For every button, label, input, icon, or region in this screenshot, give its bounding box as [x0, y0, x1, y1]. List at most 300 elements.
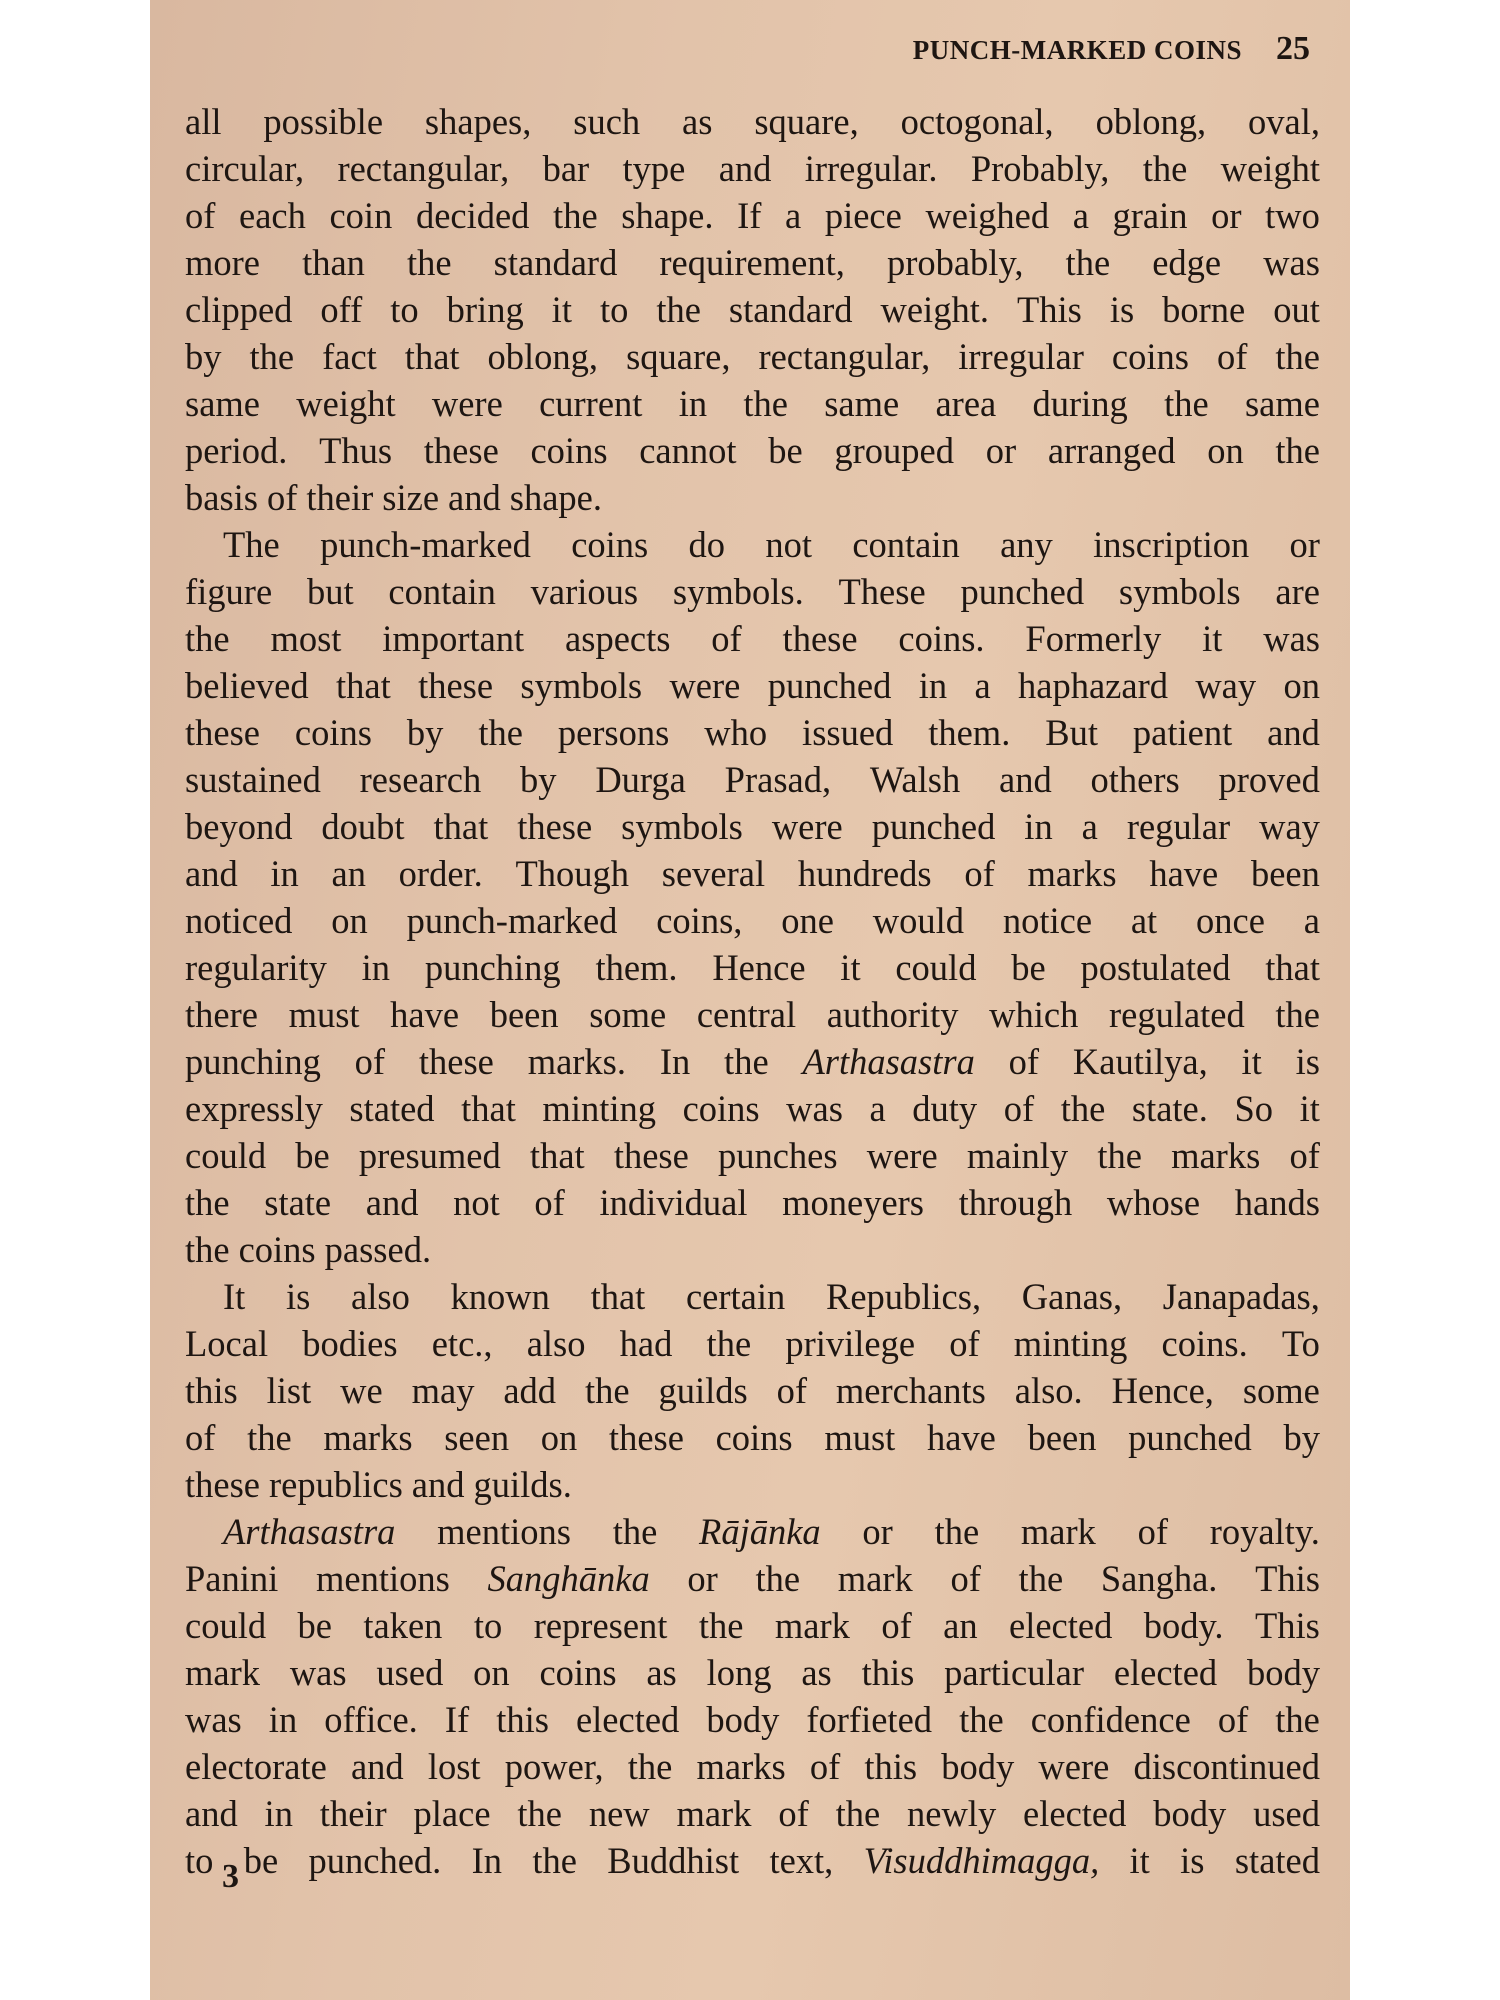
word: newly: [907, 1793, 997, 1834]
word: of: [711, 618, 742, 659]
word: the: [407, 242, 452, 283]
word: shape.: [509, 477, 602, 518]
word: punched: [767, 665, 892, 706]
word: are: [1275, 571, 1320, 612]
word: this: [864, 1746, 918, 1787]
word: Buddhist: [607, 1840, 740, 1881]
word: shape.: [621, 195, 714, 236]
word: probably,: [886, 242, 1024, 283]
text-line: [185, 615, 1320, 662]
word: the: [755, 1558, 801, 1599]
word: several: [661, 853, 766, 894]
word: coin: [329, 195, 393, 236]
word: or: [1289, 524, 1320, 565]
word: body.: [1143, 1605, 1224, 1646]
word: all: [185, 101, 222, 142]
word: were: [866, 1135, 938, 1176]
word: on: [540, 1417, 578, 1458]
word: figure: [185, 571, 273, 612]
word: rectangular,: [337, 148, 510, 189]
word: that: [461, 1088, 516, 1129]
word: and: [411, 1464, 465, 1505]
word: these: [418, 665, 494, 706]
word: central: [696, 994, 797, 1035]
word: list: [266, 1370, 312, 1411]
word: such: [573, 101, 641, 142]
word: marks: [1027, 853, 1117, 894]
word: edge: [1152, 242, 1222, 283]
word: or: [1211, 195, 1242, 236]
word: on: [1207, 430, 1244, 471]
word: individual: [599, 1182, 748, 1223]
word: beyond: [185, 806, 293, 847]
word: a: [974, 665, 991, 706]
word: bring: [446, 289, 524, 330]
word: oval,: [1248, 101, 1320, 142]
word: oblong,: [1095, 101, 1207, 142]
word: or: [687, 1558, 718, 1599]
word: minting: [1013, 1323, 1128, 1364]
word: Rājānka: [699, 1511, 821, 1552]
word: punching: [185, 1041, 321, 1082]
word: and: [999, 759, 1052, 800]
word: seen: [444, 1417, 510, 1458]
word: This: [1016, 289, 1082, 330]
word: must: [824, 1417, 896, 1458]
word: could: [185, 1605, 267, 1646]
word: decided: [415, 195, 530, 236]
word: irregular.: [804, 148, 938, 189]
text-line: [185, 1461, 1320, 1508]
word: mark: [676, 1793, 752, 1834]
word: a: [1072, 195, 1089, 236]
text-line: [185, 1414, 1320, 1461]
word: Republics,: [825, 1276, 982, 1317]
word: also: [351, 1276, 410, 1317]
word: passed.: [324, 1229, 432, 1270]
word: of: [881, 1605, 912, 1646]
text-line: [185, 1320, 1320, 1367]
word: the: [706, 1323, 752, 1364]
word: regular: [1126, 806, 1231, 847]
word: The: [223, 524, 280, 565]
word: the: [1018, 1558, 1064, 1599]
word: it: [1241, 1041, 1262, 1082]
text-line: [185, 286, 1320, 333]
word: on: [1283, 665, 1320, 706]
word: not: [765, 524, 813, 565]
word: in: [1024, 806, 1053, 847]
word: Probably,: [970, 148, 1110, 189]
word: Hence,: [1111, 1370, 1214, 1411]
text-line: [185, 1837, 1320, 1884]
word: the: [1275, 994, 1320, 1035]
word: it: [1129, 1840, 1150, 1881]
word: stated: [349, 1088, 435, 1129]
word: as: [801, 1652, 832, 1693]
word: duty: [912, 1088, 978, 1129]
text-line: [185, 944, 1320, 991]
text-line: [185, 662, 1320, 709]
word: symbols: [1118, 571, 1241, 612]
word: Formerly: [1025, 618, 1162, 659]
word: guilds.: [473, 1464, 572, 1505]
text-line: [185, 709, 1320, 756]
word: body: [1246, 1652, 1320, 1693]
word: the: [185, 618, 230, 659]
word: way: [1259, 806, 1320, 847]
word: of: [534, 1182, 565, 1223]
word: these: [517, 806, 593, 847]
word: to: [599, 289, 629, 330]
word: republics: [269, 1464, 403, 1505]
word: we: [340, 1370, 383, 1411]
text-line: [185, 1649, 1320, 1696]
word: be: [243, 1840, 279, 1881]
word: is: [1295, 1041, 1320, 1082]
word: to: [185, 1840, 214, 1881]
word: coins: [571, 524, 649, 565]
text-line: [185, 897, 1320, 944]
word: current: [539, 383, 643, 424]
word: of: [950, 1558, 981, 1599]
text-line: [185, 1508, 1320, 1555]
word: was: [1263, 242, 1320, 283]
word: merchants: [835, 1370, 986, 1411]
word: by: [520, 759, 557, 800]
word: two: [1265, 195, 1320, 236]
word: Durga: [595, 759, 686, 800]
word: at: [1130, 900, 1158, 941]
word: have: [1149, 853, 1219, 894]
word: the: [959, 1699, 1004, 1740]
word: Local: [185, 1323, 269, 1364]
word: To: [1281, 1323, 1320, 1364]
word: punched: [871, 806, 996, 847]
word: sustained: [185, 759, 321, 800]
word: moneyers: [782, 1182, 925, 1223]
word: punched: [1128, 1417, 1252, 1458]
word: the: [553, 195, 598, 236]
word: weight.: [880, 289, 989, 330]
word: but: [306, 571, 354, 612]
word: it: [551, 289, 572, 330]
text-line: [185, 192, 1320, 239]
word: confidence: [1030, 1699, 1191, 1740]
word: symbols: [621, 806, 743, 847]
word: same: [824, 383, 900, 424]
word: these: [423, 430, 499, 471]
word: doubt: [321, 806, 405, 847]
word: or: [985, 430, 1017, 471]
word: Janapadas,: [1162, 1276, 1320, 1317]
word: a: [869, 1088, 886, 1129]
word: place: [413, 1793, 491, 1834]
word: standard: [728, 289, 853, 330]
word: add: [503, 1370, 557, 1411]
word: were: [771, 806, 843, 847]
word: marks: [323, 1417, 413, 1458]
word: out: [1273, 289, 1320, 330]
word: basis: [185, 477, 258, 518]
word: coins: [1111, 336, 1189, 377]
word: Arthasastra: [802, 1041, 975, 1082]
word: coins: [530, 430, 608, 471]
word: been: [1027, 1417, 1097, 1458]
word: of: [1137, 1511, 1169, 1552]
word: also.: [1014, 1370, 1083, 1411]
word: Sangha.: [1100, 1558, 1218, 1599]
running-title: PUNCH-MARKED COINS: [912, 35, 1242, 65]
text-line: [185, 427, 1320, 474]
text-line: [185, 568, 1320, 615]
text-line: [185, 145, 1320, 192]
word: of: [778, 1793, 809, 1834]
word: circular,: [185, 148, 305, 189]
word: was: [1263, 618, 1320, 659]
word: rectangular,: [758, 336, 931, 377]
word: oblong,: [487, 336, 599, 377]
word: Though: [515, 853, 630, 894]
word: grain: [1112, 195, 1188, 236]
word: the: [627, 1746, 673, 1787]
word: of: [809, 1746, 841, 1787]
word: square,: [754, 101, 859, 142]
word: off: [320, 289, 363, 330]
text-line: [185, 1743, 1320, 1790]
word: been: [489, 994, 559, 1035]
word: clipped: [185, 289, 293, 330]
text-line: [185, 1179, 1320, 1226]
word: coins.: [1161, 1323, 1248, 1364]
word: coins: [715, 1417, 793, 1458]
word: the: [517, 1793, 562, 1834]
word: represent: [533, 1605, 668, 1646]
word: in: [361, 947, 391, 988]
word: as: [646, 1652, 677, 1693]
word: their: [306, 477, 374, 518]
text-line: [185, 1273, 1320, 1320]
word: This: [1255, 1558, 1320, 1599]
word: that: [529, 1135, 585, 1176]
word: elected: [1023, 1793, 1127, 1834]
word: persons: [557, 712, 670, 753]
text-line: [185, 1085, 1320, 1132]
word: mark: [1020, 1511, 1096, 1552]
word: This: [1254, 1605, 1320, 1646]
word: marks: [696, 1746, 786, 1787]
word: believed: [185, 665, 309, 706]
word: punch-marked: [406, 900, 618, 941]
word: been: [1250, 853, 1320, 894]
word: and: [185, 853, 238, 894]
signature-mark: 3: [222, 1858, 239, 1895]
word: body: [706, 1699, 780, 1740]
word: of: [185, 1417, 216, 1458]
text-line: [185, 380, 1320, 427]
word: the: [185, 1229, 230, 1270]
word: state.: [1131, 1088, 1208, 1129]
word: of: [1008, 1041, 1040, 1082]
text-line: [185, 1602, 1320, 1649]
page-number: 25: [1276, 30, 1310, 67]
word: these: [782, 618, 858, 659]
word: marks.: [527, 1041, 627, 1082]
word: have: [926, 1417, 996, 1458]
word: coins: [294, 712, 372, 753]
word: a: [1303, 900, 1320, 941]
word: size: [382, 477, 440, 518]
word: as: [682, 101, 713, 142]
word: square,: [626, 336, 731, 377]
word: of: [964, 853, 995, 894]
word: Thus: [319, 430, 393, 471]
word: the: [532, 1840, 577, 1881]
word: on: [473, 1652, 510, 1693]
word: So: [1234, 1088, 1273, 1129]
word: stated: [1234, 1840, 1320, 1881]
word: in: [678, 383, 708, 424]
word: were: [1038, 1746, 1110, 1787]
word: symbols.: [672, 571, 804, 612]
word: octogonal,: [900, 101, 1054, 142]
word: a: [785, 195, 802, 236]
word: bodies: [302, 1323, 398, 1364]
word: them.: [595, 947, 678, 988]
word: various: [530, 571, 639, 612]
word: these: [608, 1417, 684, 1458]
word: through: [958, 1182, 1073, 1223]
word: is: [1109, 289, 1135, 330]
word: arranged: [1047, 430, 1176, 471]
word: it: [840, 947, 861, 988]
text-line: [185, 1555, 1320, 1602]
word: power,: [504, 1746, 604, 1787]
word: the: [1275, 430, 1320, 471]
text-line: [185, 803, 1320, 850]
word: postulated: [1080, 947, 1231, 988]
word: by: [406, 712, 444, 753]
word: coins.: [898, 618, 985, 659]
word: an: [943, 1605, 978, 1646]
word: elected: [1113, 1652, 1218, 1693]
word: discontinued: [1133, 1746, 1320, 1787]
word: research: [359, 759, 482, 800]
word: punching: [424, 947, 561, 988]
word: contain: [852, 524, 960, 565]
word: the: [1142, 148, 1188, 189]
word: the: [835, 1793, 881, 1834]
word: Kautilya,: [1072, 1041, 1208, 1082]
word: this: [496, 1699, 549, 1740]
word: the: [1060, 1088, 1106, 1129]
word: the: [724, 1041, 769, 1082]
page-header: [913, 30, 1310, 68]
word: whose: [1106, 1182, 1201, 1223]
word: Hence: [712, 947, 806, 988]
word: patient: [1132, 712, 1233, 753]
word: their: [319, 1793, 387, 1834]
word: irregular: [958, 336, 1084, 377]
word: of: [949, 1323, 980, 1364]
word: to: [473, 1605, 503, 1646]
word: this: [185, 1370, 238, 1411]
word: regulated: [1108, 994, 1245, 1035]
word: that: [404, 336, 460, 377]
word: also: [526, 1323, 586, 1364]
word: fact: [322, 336, 377, 377]
word: Arthasastra: [223, 1511, 396, 1552]
word: aspects: [565, 618, 671, 659]
word: It: [223, 1276, 246, 1317]
book-page: [150, 0, 1350, 2000]
word: be: [768, 430, 803, 471]
word: some: [1242, 1370, 1320, 1411]
word: issued: [802, 712, 894, 753]
word: the: [247, 1417, 292, 1458]
text-line: [185, 1226, 1320, 1273]
word: who: [704, 712, 768, 753]
text-line: [185, 1367, 1320, 1414]
word: of: [1289, 1135, 1320, 1176]
word: possible: [263, 101, 384, 142]
word: of: [267, 477, 298, 518]
word: office.: [324, 1699, 418, 1740]
word: If: [737, 195, 762, 236]
word: it: [1202, 618, 1223, 659]
word: the: [934, 1511, 980, 1552]
word: weight: [296, 383, 396, 424]
word: same: [185, 383, 260, 424]
word: some: [589, 994, 667, 1035]
word: mark: [185, 1652, 260, 1693]
word: the: [249, 336, 295, 377]
word: than: [302, 242, 365, 283]
word: privilege: [785, 1323, 916, 1364]
word: used: [1253, 1793, 1320, 1834]
word: borne: [1162, 289, 1246, 330]
word: and: [1267, 712, 1320, 753]
word: each: [239, 195, 306, 236]
word: certain: [685, 1276, 786, 1317]
word: and: [448, 477, 501, 518]
word: If: [444, 1699, 470, 1740]
word: mentions: [437, 1511, 571, 1552]
word: haphazard: [1018, 665, 1168, 706]
word: coins: [238, 1229, 316, 1270]
word: have: [390, 994, 460, 1035]
word: the: [698, 1605, 744, 1646]
word: the: [478, 712, 523, 753]
word: elected: [1009, 1605, 1113, 1646]
word: period.: [185, 430, 288, 471]
text-line: [185, 98, 1320, 145]
word: was: [786, 1088, 843, 1129]
word: bar: [542, 148, 590, 189]
text-line: [185, 521, 1320, 568]
word: was: [289, 1652, 347, 1693]
word: in: [268, 1699, 298, 1740]
word: used: [376, 1652, 444, 1693]
word: of: [354, 1041, 386, 1082]
word: is: [285, 1276, 311, 1317]
word: marks: [1171, 1135, 1261, 1176]
word: and: [185, 1793, 238, 1834]
word: hundreds: [797, 853, 932, 894]
word: shapes,: [424, 101, 532, 142]
text-line: [185, 474, 1320, 521]
word: noticed: [185, 900, 293, 941]
